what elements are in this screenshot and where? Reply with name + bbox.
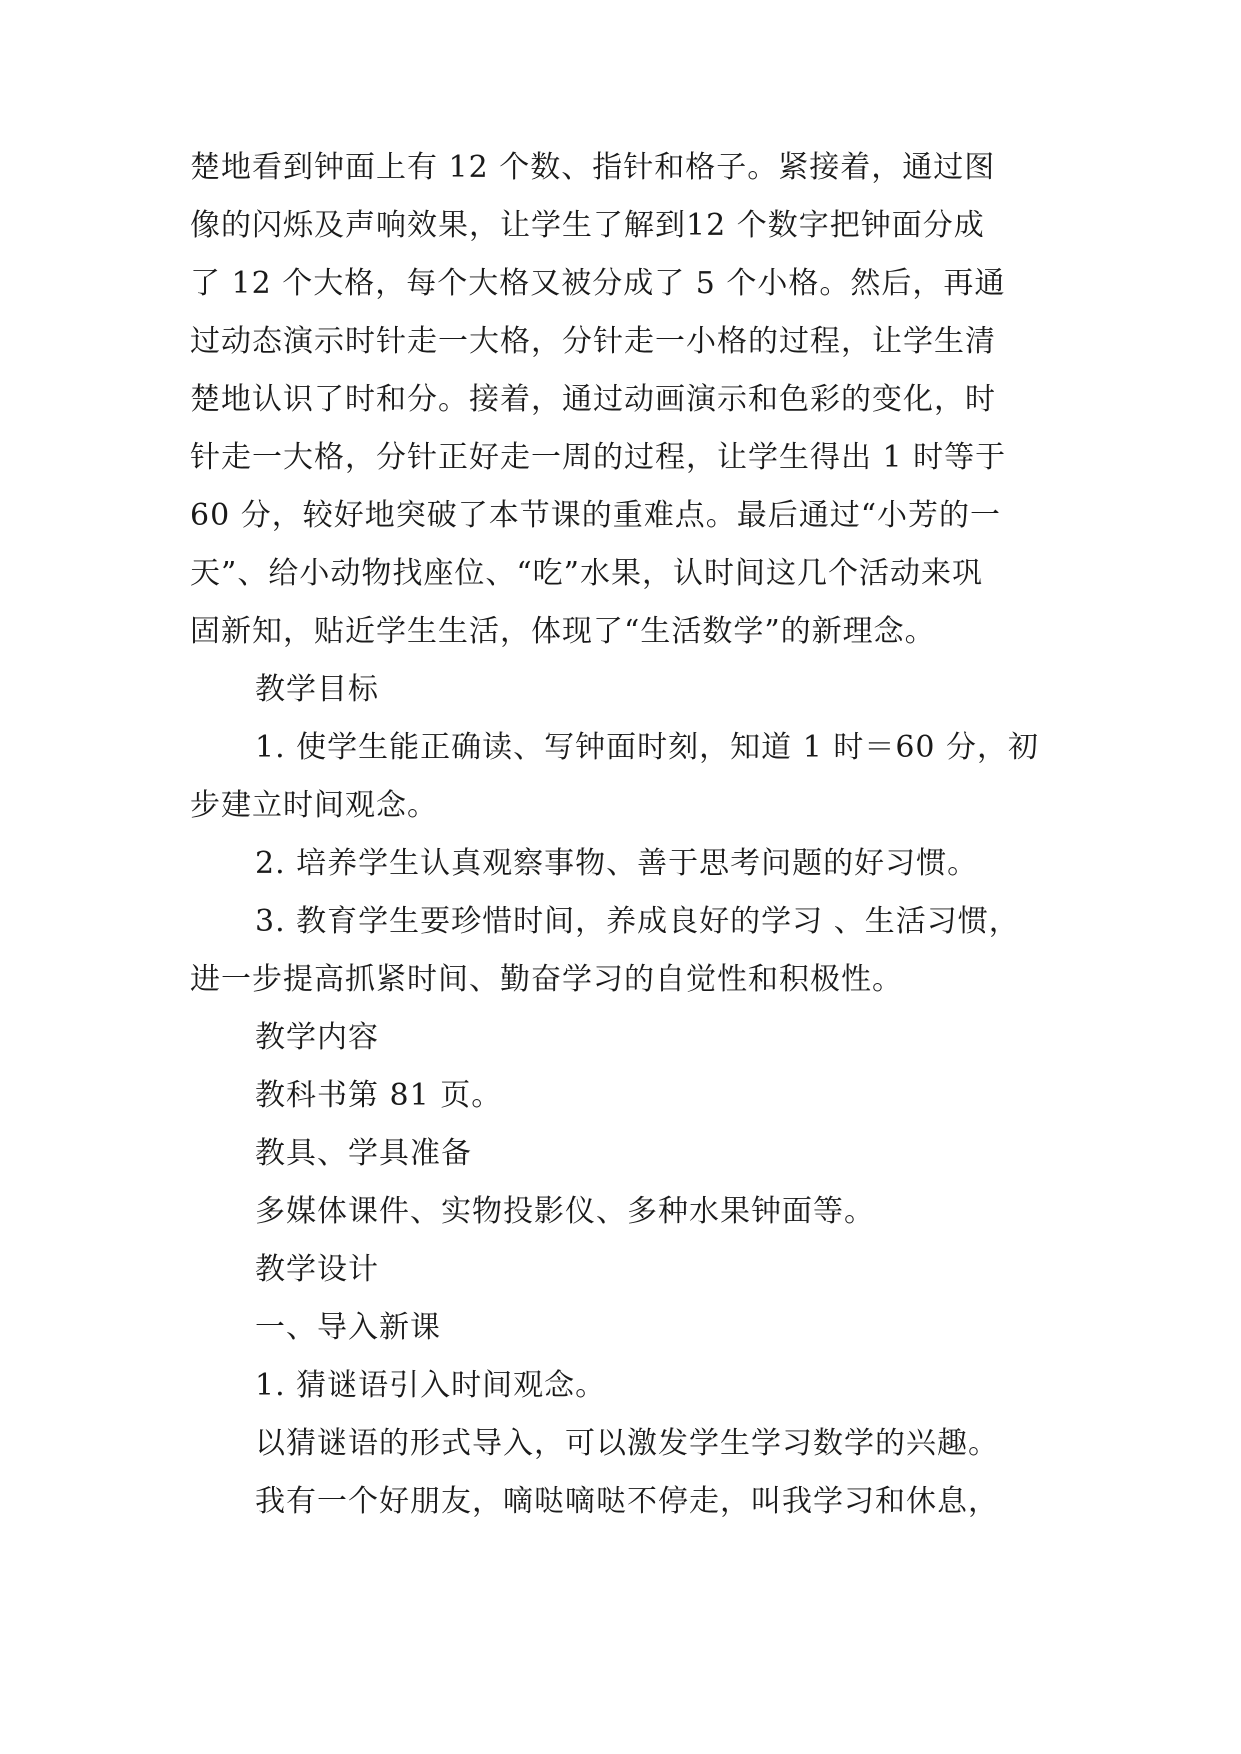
paragraph-line: 以猜谜语的形式导入，可以激发学生学习数学的兴趣。 [255,1426,999,1461]
paragraph-line: 像的闪烁及声响效果，让学生了解到12 个数字把钟面分成 [190,208,985,243]
paragraph-line: 过动态演示时针走一大格，分针走一小格的过程，让学生清 [190,324,996,359]
section-heading: 教具、学具准备 [255,1136,472,1171]
list-item: 1. 使学生能正确读、写钟面时刻，知道 1 时＝60 分，初 [255,730,1040,765]
list-item: 1. 猜谜语引入时间观念。 [255,1368,607,1403]
list-item-continuation: 进一步提高抓紧时间、勤奋学习的自觉性和积极性。 [190,962,903,997]
paragraph-line: 我有一个好朋友，嘀哒嘀哒不停走，叫我学习和休息， [255,1484,999,1519]
paragraph-line: 教科书第 81 页。 [255,1078,503,1113]
paragraph-line: 天”、给小动物找座位、“吃”水果，认时间这几个活动来巩 [190,556,984,591]
list-item: 3. 教育学生要珍惜时间，养成良好的学习 、生活习惯， [255,904,1020,939]
paragraph-line: 固新知，贴近学生生活，体现了“生活数学”的新理念。 [190,614,936,649]
section-heading: 教学内容 [255,1020,379,1055]
list-item: 2. 培养学生认真观察事物、善于思考问题的好习惯。 [255,846,979,881]
section-heading: 教学设计 [255,1252,379,1287]
list-item-continuation: 步建立时间观念。 [190,788,438,823]
paragraph-line: 楚地看到钟面上有 12 个数、指针和格子。紧接着，通过图 [190,150,996,185]
subsection-heading: 一、导入新课 [255,1310,441,1345]
section-heading: 教学目标 [255,672,379,707]
paragraph-line: 针走一大格，分针正好走一周的过程，让学生得出 1 时等于 [190,440,1007,475]
paragraph-line: 多媒体课件、实物投影仪、多种水果钟面等。 [255,1194,875,1229]
paragraph-line: 60 分，较好地突破了本节课的重难点。最后通过“小芳的一 [190,498,1002,533]
paragraph-line: 楚地认识了时和分。接着，通过动画演示和色彩的变化，时 [190,382,996,417]
paragraph-line: 了 12 个大格，每个大格又被分成了 5 个小格。然后，再通 [190,266,1006,301]
